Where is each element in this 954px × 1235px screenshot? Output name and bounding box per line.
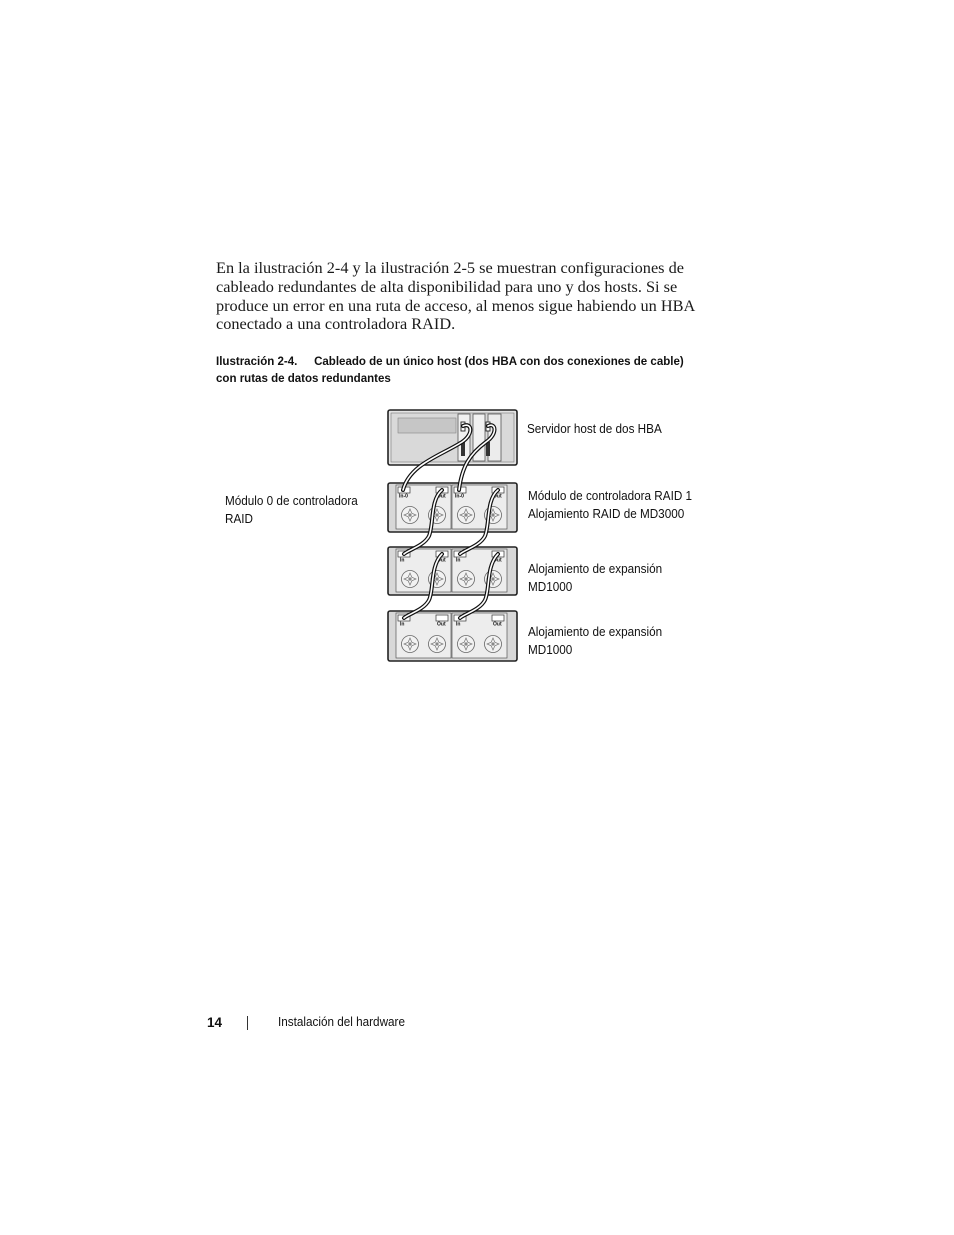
port-label-in-b: In bbox=[456, 621, 461, 628]
port-label-in-a: In bbox=[400, 557, 405, 564]
label-server bbox=[527, 421, 662, 439]
caption-title-line1: Cableado de un único host (dos HBA con dos conexiones de cable) bbox=[314, 354, 684, 368]
port-label-out-b: Out bbox=[493, 621, 502, 628]
md1000-expansion-enclosure-2 bbox=[388, 611, 517, 661]
port-label-out-a: Out bbox=[437, 621, 446, 628]
port-label-in-a: In bbox=[400, 621, 405, 628]
label-module-0 bbox=[225, 493, 358, 528]
label-module-1-line1: Módulo de controladora RAID 1 bbox=[528, 489, 693, 503]
label-expansion-1-line2: MD1000 bbox=[528, 579, 573, 594]
label-expansion-1-line1: Alojamiento de expansión bbox=[528, 562, 663, 576]
body-line: cableado redundantes de alta disponibilidad para uno y dos hosts. Si se bbox=[216, 276, 678, 296]
label-server-text: Servidor host de dos HBA bbox=[527, 422, 662, 436]
port-label-in0-a: In-0 bbox=[399, 493, 408, 500]
page-number: 14 bbox=[207, 1015, 223, 1030]
label-module-0-line1: Módulo 0 de controladora bbox=[225, 494, 358, 508]
label-module-1-line2: Alojamiento RAID de MD3000 bbox=[528, 506, 685, 521]
port-label-in-b: In bbox=[456, 557, 461, 564]
host-server bbox=[388, 410, 517, 465]
port-label-out-a: Out bbox=[437, 557, 446, 564]
body-line: conectado a una controladora RAID. bbox=[216, 314, 456, 334]
body-paragraph bbox=[216, 259, 716, 334]
label-expansion-2 bbox=[528, 624, 662, 659]
cabling-diagram bbox=[380, 404, 525, 666]
footer-separator bbox=[247, 1016, 248, 1030]
port-label-in0-b: In-0 bbox=[455, 493, 464, 500]
label-expansion-2-line1: Alojamiento de expansión bbox=[528, 625, 663, 639]
label-expansion-1 bbox=[528, 561, 662, 596]
figure-caption bbox=[216, 353, 700, 387]
label-expansion-2-line2: MD1000 bbox=[528, 642, 573, 657]
label-module-0-line2: RAID bbox=[225, 511, 253, 526]
port-label-out-b: Out bbox=[493, 557, 502, 564]
footer-section-title: Instalación del hardware bbox=[278, 1015, 405, 1029]
body-line: produce un error en una ruta de acceso, al menos sigue habiendo un HBA bbox=[216, 295, 696, 315]
caption-number: Ilustración 2-4. bbox=[216, 354, 298, 368]
label-module-1 bbox=[528, 488, 692, 523]
body-line: En la ilustración 2-4 y la ilustración 2-5 se muestran configuraciones de bbox=[216, 258, 684, 277]
caption-title-line2: con rutas de datos redundantes bbox=[216, 371, 391, 385]
port-label-out-b: Out bbox=[493, 493, 502, 500]
port-label-out-a: Out bbox=[437, 493, 446, 500]
